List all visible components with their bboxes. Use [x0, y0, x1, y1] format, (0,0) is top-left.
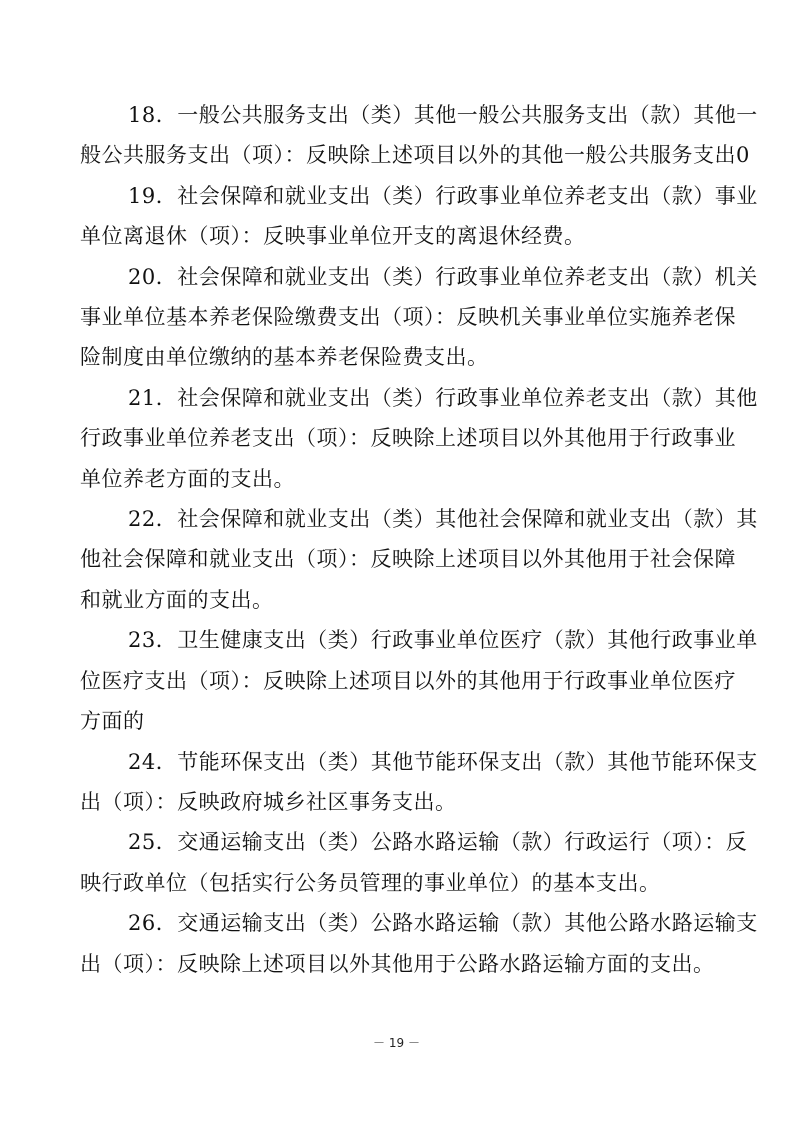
paragraph-line: 20．社会保障和就业支出（类）行政事业单位养老支出（款）机关	[128, 264, 758, 289]
paragraph-item-25	[80, 822, 756, 903]
paragraph-line: 险制度由单位缴纳的基本养老保险费支出。	[80, 345, 489, 370]
paragraph-line: 行政事业单位养老支出（项）：反映除上述项目以外其他用于行政事业	[80, 426, 736, 451]
paragraph-item-23	[80, 620, 756, 741]
paragraph-line: 事业单位基本养老保险缴费支出（项）：反映机关事业单位实施养老保	[80, 305, 736, 330]
paragraph-line: 他社会保障和就业支出（项）：反映除上述项目以外其他用于社会保障	[80, 547, 736, 572]
paragraph-item-19	[80, 176, 756, 257]
paragraph-item-24	[80, 742, 756, 823]
paragraph-line: 19．社会保障和就业支出（类）行政事业单位养老支出（款）事业	[128, 183, 758, 208]
paragraph-line: 和就业方面的支出。	[80, 587, 274, 612]
paragraph-line: 25．交通运输支出（类）公路水路运输（款）行政运行（项）：反	[128, 830, 748, 855]
paragraph-line: 26．交通运输支出（类）公路水路运输（款）其他公路水路运输支	[128, 911, 758, 936]
paragraph-line: 23．卫生健康支出（类）行政事业单位医疗（款）其他行政事业单	[128, 628, 758, 653]
paragraph-line: 24．节能环保支出（类）其他节能环保支出（款）其他节能环保支	[128, 749, 758, 774]
paragraph-line: 映行政单位（包括实行公务员管理的事业单位）的基本支出。	[80, 870, 661, 895]
paragraph-line: 出（项）：反映政府城乡社区事务支出。	[80, 789, 457, 814]
paragraph-line: 21．社会保障和就业支出（类）行政事业单位养老支出（款）其他	[128, 385, 758, 410]
paragraph-item-20	[80, 257, 756, 378]
paragraph-line: 般公共服务支出（项）：反映除上述项目以外的其他一般公共服务支出0	[80, 143, 750, 168]
document-body	[80, 95, 756, 984]
paragraph-line: 单位养老方面的支出。	[80, 466, 295, 491]
paragraph-item-21	[80, 378, 756, 499]
paragraph-line: 18．一般公共服务支出（类）其他一般公共服务支出（款）其他一	[128, 103, 758, 127]
paragraph-line: 单位离退休（项）：反映事业单位开支的离退休经费。	[80, 224, 586, 249]
paragraph-item-26	[80, 903, 756, 984]
paragraph-line: 22．社会保障和就业支出（类）其他社会保障和就业支出（款）其	[128, 507, 758, 532]
paragraph-line: 位医疗支出（项）：反映除上述项目以外的其他用于行政事业单位医疗	[80, 668, 736, 693]
paragraph-line: 出（项）：反映除上述项目以外其他用于公路水路运输方面的支出。	[80, 951, 715, 976]
page-number: － 19 －	[373, 1036, 420, 1050]
paragraph-line: 方面的	[80, 709, 145, 734]
paragraph-item-18	[80, 95, 756, 176]
paragraph-item-22	[80, 499, 756, 620]
